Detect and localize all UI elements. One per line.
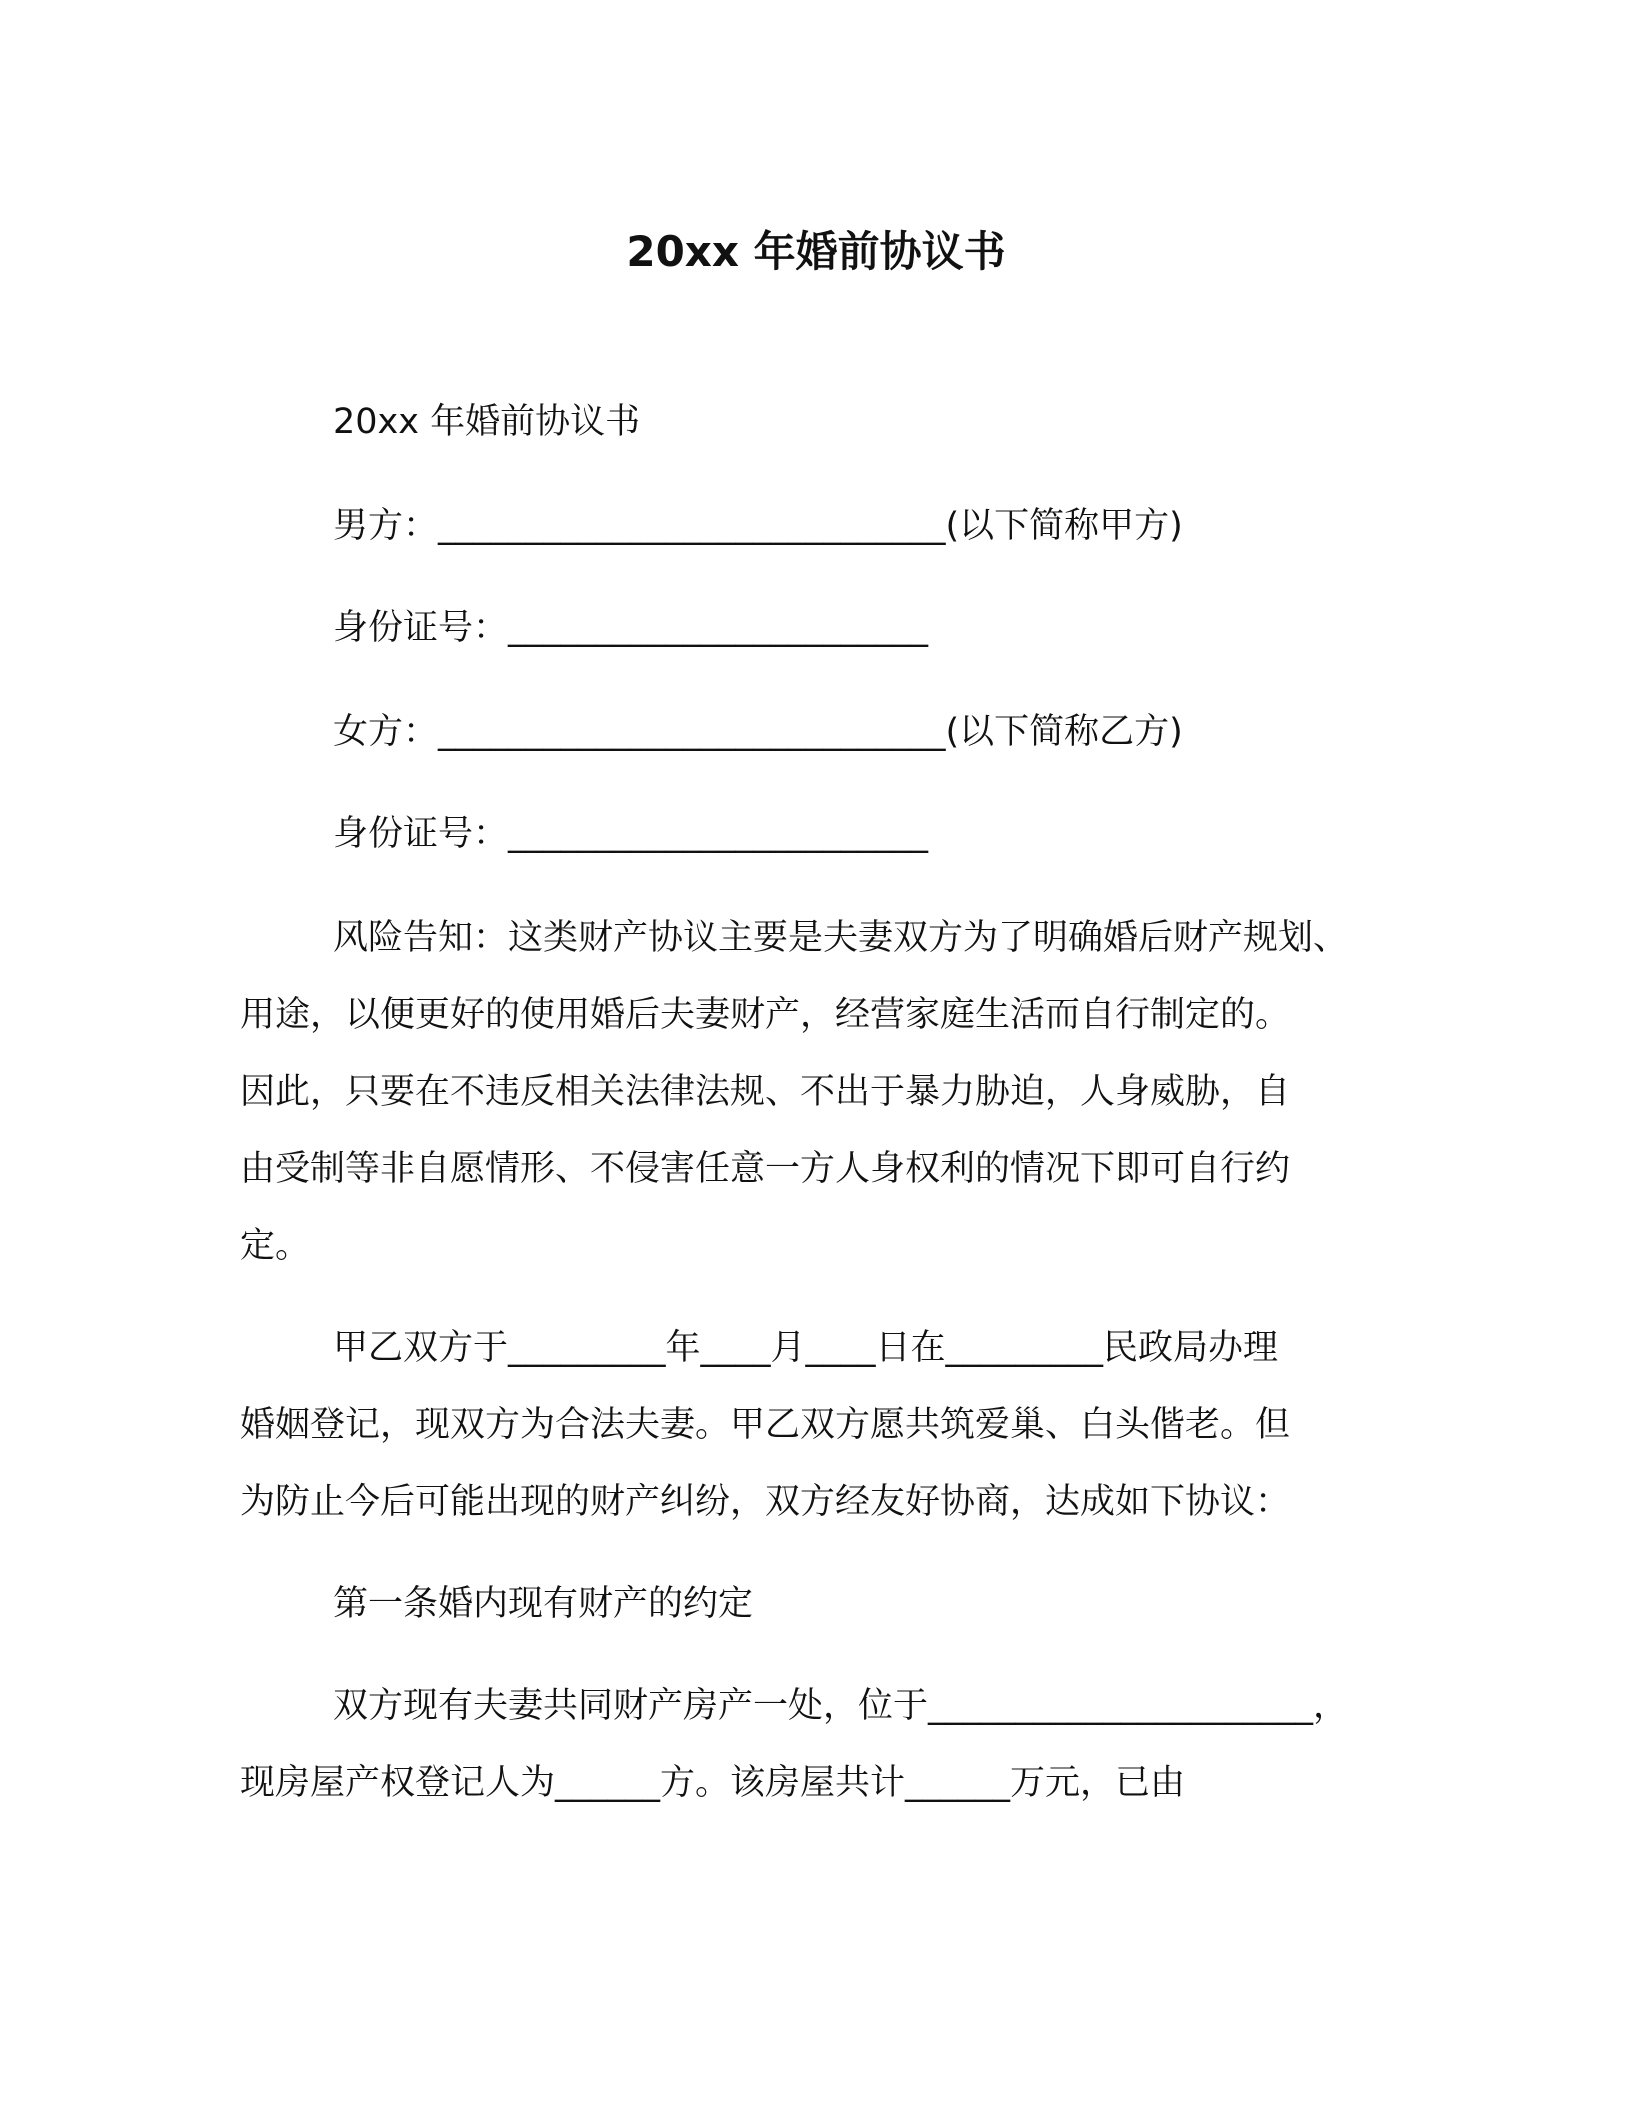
risk-notice-line: 因此，只要在不违反相关法律法规、不出于暴力胁迫，人身威胁，自 [240, 1072, 1291, 1112]
marriage-para-line: 为防止今后可能出现的财产纠纷，双方经友好协商，达成如下协议： [240, 1482, 1291, 1522]
male-party-line: 男方：_____________________________(以下简称甲方) [333, 506, 1183, 546]
article-1-line: 现房屋产权登记人为______方。该房屋共计______万元，已由 [240, 1763, 1186, 1803]
article-1-line: 双方现有夫妻共同财产房产一处，位于______________________， [333, 1686, 1349, 1726]
risk-notice-line: 由受制等非自愿情形、不侵害任意一方人身权利的情况下即可自行约 [240, 1149, 1291, 1189]
female-id-line: 身份证号：________________________ [333, 814, 929, 854]
marriage-para-line: 婚姻登记，现双方为合法夫妻。甲乙双方愿共筑爱巢、白头偕老。但 [240, 1405, 1291, 1445]
document-title: 20xx 年婚前协议书 [626, 227, 1006, 276]
female-party-line: 女方：_____________________________(以下简称乙方) [333, 712, 1183, 752]
article-1-heading: 第一条婚内现有财产的约定 [333, 1584, 754, 1624]
risk-notice-line: 用途，以便更好的使用婚后夫妻财产，经营家庭生活而自行制定的。 [240, 995, 1291, 1035]
document-subtitle: 20xx 年婚前协议书 [333, 402, 641, 442]
marriage-para-line: 甲乙双方于_________年____月____日在_________民政局办理 [333, 1328, 1279, 1368]
male-id-line: 身份证号：________________________ [333, 608, 929, 648]
risk-notice-line: 定。 [240, 1226, 311, 1266]
risk-notice-line: 风险告知：这类财产协议主要是夫妻双方为了明确婚后财产规划、 [333, 918, 1349, 958]
